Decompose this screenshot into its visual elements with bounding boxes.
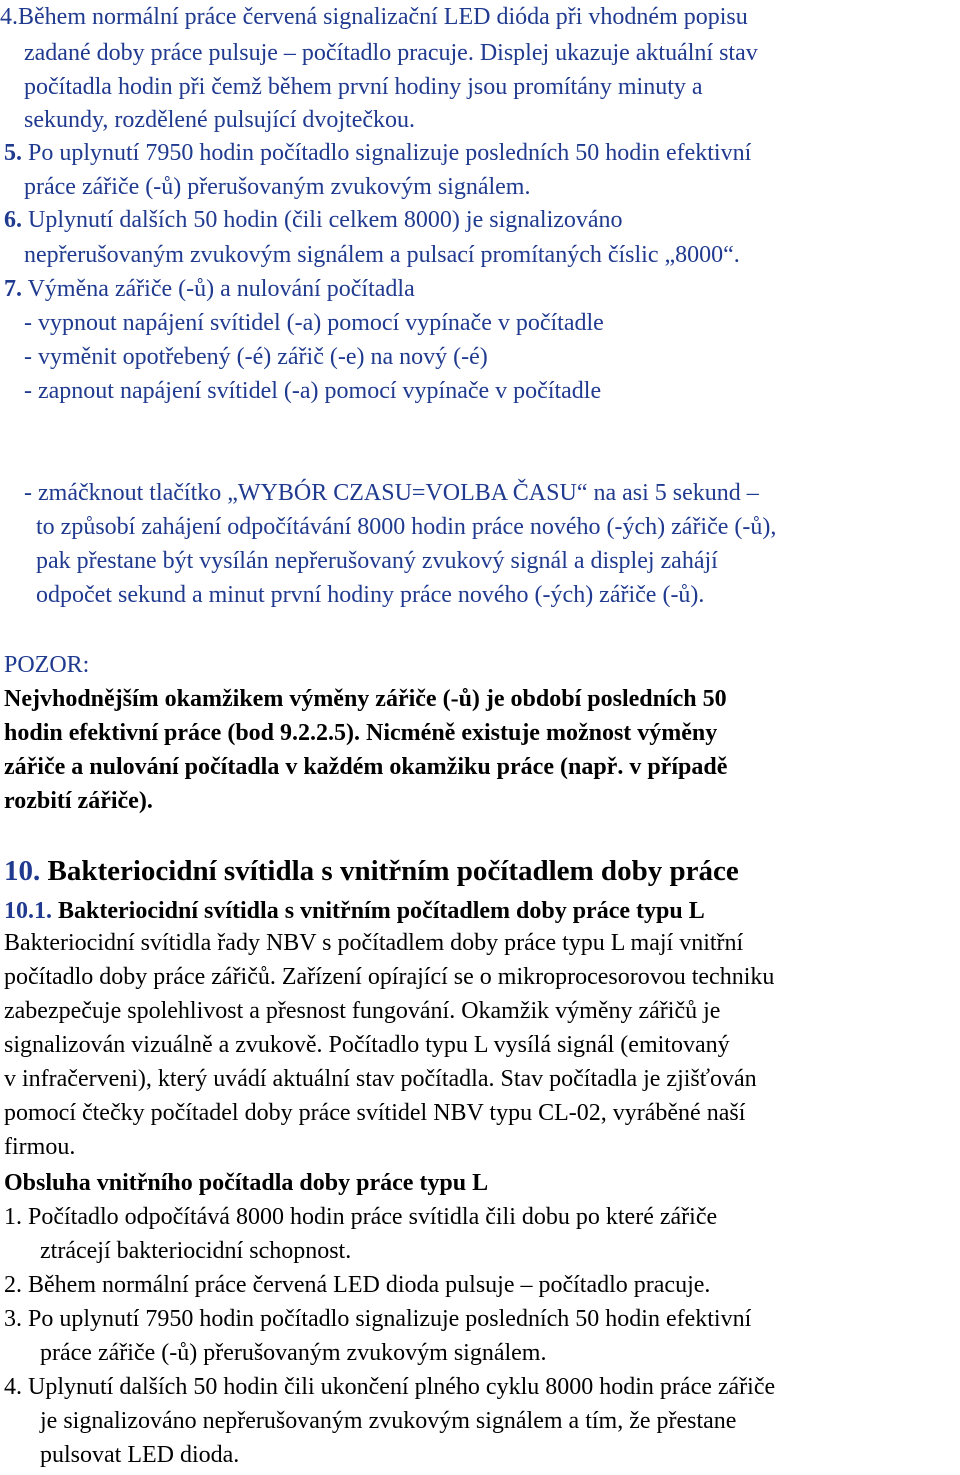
item-number: 4. [4,1374,22,1400]
warning-title: POZOR: [4,652,90,678]
text-line: práce zářiče (-ů) přerušovaným zvukovým signálem. [40,1340,547,1366]
text-line: Během normální práce červená LED dioda pulsuje – počítadlo pracuje. [22,1272,711,1298]
text-line: zadané doby práce pulsuje – počítadlo pracuje. Displej ukazuje aktuální stav [24,40,758,66]
section-number: 10. [4,855,41,887]
text-line: pulsovat LED dioda. [40,1442,240,1468]
text-line: zabezpečuje spolehlivost a přesnost fungování. Okamžik výměny zářičů je [4,998,721,1024]
text-line: pak přestane být vysílán nepřerušovaný zvukový signál a displej zahájí [36,548,718,574]
text-line: ztrácejí bakteriocidní schopnost. [40,1238,352,1264]
operation-item-1 [4,1202,717,1232]
text-line: Po uplynutí 7950 hodin počítadlo signalizuje posledních 50 hodin efektivní [22,140,752,166]
text-line: signalizován vizuálně a zvukově. Počítadlo typu L vysílá signál (emitovaný [4,1032,730,1058]
item-number: 3. [4,1306,22,1332]
operation-item-3 [4,1304,751,1334]
warning-line: hodin efektivní práce (bod 9.2.2.5). Nicméně existuje možnost výměny [4,720,718,746]
warning-line: rozbití zářiče). [4,788,153,814]
text-line: firmou. [4,1134,76,1160]
step-line: - zapnout napájení svítidel (-a) pomocí vypínače v počítadle [24,378,602,404]
step-line: - vyměnit opotřebený (-é) zářič (-e) na nový (-é) [24,344,488,370]
text-line: Bakteriocidní svítidla řady NBV s počítadlem doby práce typu L mají vnitřní [4,930,744,956]
warning-line: zářiče a nulování počítadla v každém okamžiku práce (např. v případě [4,754,728,780]
text-line: nepřerušovaným zvukovým signálem a pulsací promítaných číslic „8000“. [24,242,740,268]
text-line: Uplynutí dalších 50 hodin (čili celkem 8000) je signalizováno [22,207,623,233]
subsection-title: Bakteriocidní svítidla s vnitřním počítadlem doby práce typu L [52,898,705,924]
item-number: 7. [4,276,22,302]
item-number: 6. [4,207,22,233]
section-title: Bakteriocidní svítidla s vnitřním počítadlem doby práce [40,855,739,887]
text-line: Po uplynutí 7950 hodin počítadlo signalizuje posledních 50 hodin efektivní [22,1306,752,1332]
item-number: 2. [4,1272,22,1298]
warning-line: Nejvhodnějším okamžikem výměny zářiče (-ů) je období posledních 50 [4,686,727,712]
text-line: Uplynutí dalších 50 hodin čili ukončení plného cyklu 8000 hodin práce zářiče [22,1374,776,1400]
text-line: to způsobí zahájení odpočítávání 8000 hodin práce nového (-ých) zářiče (-ů), [36,514,777,540]
operation-item-2 [4,1270,710,1300]
item-number: 1. [4,1204,22,1230]
text-line: odpočet sekund a minut první hodiny práce nového (-ých) zářiče (-ů). [36,582,705,608]
list-item-7 [4,274,415,304]
text-line: v infračerveni), který uvádí aktuální stav počítadla. Stav počítadla je zjišťován [4,1066,757,1092]
text-line: práce zářiče (-ů) přerušovaným zvukovým signálem. [24,174,531,200]
list-item-5 [4,138,751,168]
operation-title: Obsluha vnitřního počítadla doby práce typu L [4,1170,489,1196]
text-line: počítadlo doby práce zářičů. Zařízení opírající se o mikroprocesorovou techniku [4,964,775,990]
operation-item-4 [4,1372,775,1402]
text-line: počítadla hodin při čemž během první hodiny jsou promítány minuty a [24,74,703,100]
subsection-number: 10.1. [4,898,52,924]
section-heading [4,856,739,886]
text-line: pomocí čtečky počítadel doby práce svítidel NBV typu CL-02, vyráběné naší [4,1100,746,1126]
item-number: 5. [4,140,22,166]
text-line: 4.Během normální práce červená signalizační LED dióda při vhodném popisu [0,4,748,30]
text-line: Výměna zářiče (-ů) a nulování počítadla [22,276,415,302]
text-line: Počítadlo odpočítává 8000 hodin práce svítidla čili dobu po které zářiče [22,1204,718,1230]
subsection-heading [4,896,705,926]
text-line: je signalizováno nepřerušovaným zvukovým signálem a tím, že přestane [40,1408,737,1434]
text-line: sekundy, rozdělené pulsující dvojtečkou. [24,107,416,133]
step-line: - vypnout napájení svítidel (-a) pomocí vypínače v počítadle [24,310,604,336]
step-line: - zmáčknout tlačítko „WYBÓR CZASU=VOLBA ČASU“ na asi 5 sekund – [24,480,759,506]
list-item-6 [4,205,623,235]
